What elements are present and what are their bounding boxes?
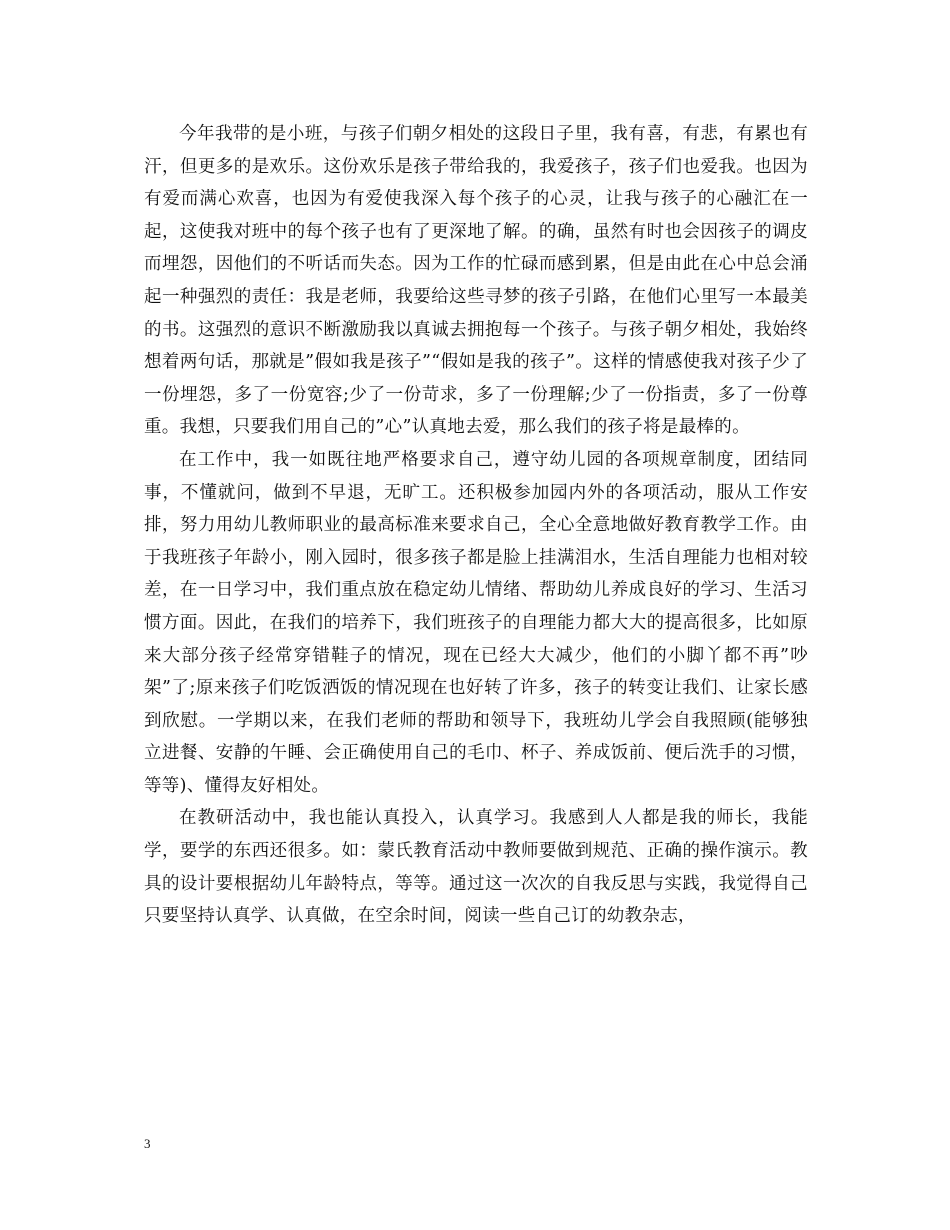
paragraph-2: 在工作中，我一如既往地严格要求自己，遵守幼儿园的各项规章制度，团结同事，不懂就问，做到不早退，无旷工。还积极参加园内外的各项活动，服从工作安排，努力用幼儿教师职业的最高标准来要求自己，全心全意地做好教育教学工作。由于我班孩子年龄小，刚入园时，很多孩子都是脸上挂满泪水，生活自理能力也相对较差，在一日学习中，我们重点放在稳定幼儿情绪、帮助幼儿养成良好的学习、生活习惯方面。因此，在我们的培养下，我们班孩子的自理能力都大大的提高很多，比如原来大部分孩子经常穿错鞋子的情况，现在已经大大减少，他们的小脚丫都不再”吵架”了;原来孩子们吃饭洒饭的情况现在也好转了许多，孩子的转变让我们、让家长感到欣慰。一学期以来，在我们老师的帮助和领导下，我班幼儿学会自我照顾(能够独立进餐、安静的午睡、会正确使用自己的毛巾、杯子、养成饭前、便后洗手的习惯，等等)、懂得友好相处。 xyxy=(144,449,808,796)
paragraph-3: 在教研活动中，我也能认真投入，认真学习。我感到人人都是我的师长，我能学，要学的东西还很多。如：蒙氏教育活动中教师要做到规范、正确的操作演示。教具的设计要根据幼儿年龄特点，等等。通过这一次次的自我反思与实践，我觉得自己只要坚持认真学、认真做，在空余时间，阅读一些自己订的幼教杂志， xyxy=(144,808,808,927)
paragraph-1: 今年我带的是小班，与孩子们朝夕相处的这段日子里，我有喜，有悲，有累也有汗，但更多的是欢乐。这份欢乐是孩子带给我的，我爱孩子，孩子们也爱我。也因为有爱而满心欢喜，也因为有爱使我深入每个孩子的心灵，让我与孩子的心融汇在一起，这使我对班中的每个孩子也有了更深地了解。的确，虽然有时也会因孩子的调皮而埋怨，因他们的不听话而失态。因为工作的忙碌而感到累，但是由此在心中总会涌起一种强烈的责任：我是老师，我要给这些寻梦的孩子引路，在他们心里写一本最美的书。这强烈的意识不断激励我以真诚去拥抱每一个孩子。与孩子朝夕相处，我始终想着两句话，那就是”假如我是孩子”“假如是我的孩子”。这样的情感使我对孩子少了一份埋怨，多了一份宽容;少了一份苛求，多了一份理解;少了一份指责，多了一份尊重。我想，只要我们用自己的”心”认真地去爱，那么我们的孩子将是最棒的。 xyxy=(144,124,808,438)
page-number: 3 xyxy=(144,1136,151,1151)
body-text xyxy=(144,118,808,933)
